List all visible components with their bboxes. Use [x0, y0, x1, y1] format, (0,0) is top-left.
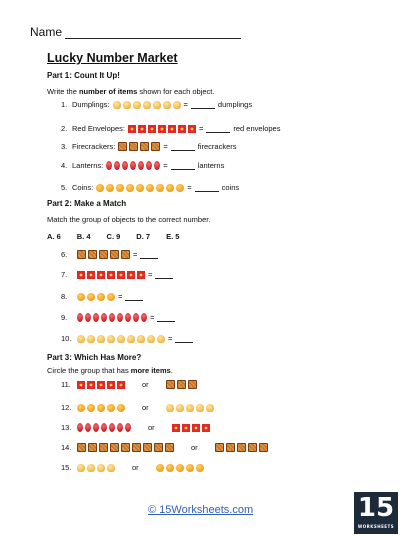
match-row: [61, 250, 161, 259]
answer-blank[interactable]: [171, 162, 195, 170]
envelope-icon: [158, 125, 166, 133]
envelope-icon: [128, 125, 136, 133]
firecracker-icon: [215, 443, 224, 452]
firecracker-group[interactable]: [166, 380, 197, 389]
coin-icon: [166, 184, 174, 192]
coin-icon: [176, 184, 184, 192]
lantern-icon: [101, 313, 107, 322]
dumpling-icon: [186, 404, 194, 412]
count-row: [61, 124, 280, 133]
answer-b: B. 4: [76, 232, 91, 241]
lantern-icon: [101, 423, 107, 432]
item-label: Firecrackers:: [72, 142, 116, 151]
lantern-icon: [109, 313, 115, 322]
answer-a: A. 6: [47, 232, 61, 241]
answer-blank[interactable]: [140, 251, 158, 259]
coin-icon: [196, 464, 204, 472]
match-row: [61, 292, 146, 301]
equals-sign: =: [187, 183, 192, 192]
answer-blank[interactable]: [195, 184, 219, 192]
dumpling-icon: [166, 404, 174, 412]
answer-choices: [47, 232, 179, 241]
dumpling-group: [113, 101, 181, 109]
dumpling-icon: [87, 335, 95, 343]
lantern-group: [77, 313, 147, 322]
envelope-icon: [172, 424, 180, 432]
lantern-icon: [138, 161, 144, 170]
firecracker-icon: [248, 443, 257, 452]
question-number: 1.: [61, 100, 68, 109]
coin-icon: [77, 404, 85, 412]
dumpling-group[interactable]: [77, 464, 115, 472]
lantern-icon: [117, 313, 123, 322]
envelope-icon: [107, 381, 115, 389]
firecracker-icon: [118, 142, 127, 151]
coin-group[interactable]: [156, 464, 204, 472]
coin-icon: [117, 404, 125, 412]
lantern-icon: [130, 161, 136, 170]
coin-icon: [77, 293, 85, 301]
dumpling-icon: [176, 404, 184, 412]
equals-sign: =: [183, 100, 188, 109]
envelope-group: [128, 125, 196, 133]
dumpling-icon: [77, 464, 85, 472]
firecracker-icon: [143, 443, 152, 452]
count-row: [61, 100, 252, 109]
answer-e: E. 5: [166, 232, 180, 241]
question-number: 3.: [61, 142, 68, 151]
firecracker-icon: [177, 380, 186, 389]
coin-group[interactable]: [77, 404, 125, 412]
part2-instruction: Match the group of objects to the correct number.: [47, 215, 211, 224]
dumpling-icon: [97, 464, 105, 472]
answer-blank[interactable]: [171, 143, 195, 151]
envelope-icon: [87, 271, 95, 279]
match-row: [61, 313, 178, 322]
lantern-icon: [125, 313, 131, 322]
coin-icon: [97, 404, 105, 412]
firecracker-icon: [121, 443, 130, 452]
envelope-icon: [168, 125, 176, 133]
coin-icon: [96, 184, 104, 192]
compare-row: [61, 403, 217, 412]
question-number: 12.: [61, 403, 72, 412]
lantern-icon: [154, 161, 160, 170]
dumpling-icon: [107, 464, 115, 472]
firecracker-group[interactable]: [77, 443, 174, 452]
part3-heading: Part 3: Which Has More?: [47, 353, 142, 362]
envelope-icon: [188, 125, 196, 133]
envelope-icon: [107, 271, 115, 279]
firecracker-icon: [140, 142, 149, 151]
equals-sign: =: [198, 124, 204, 133]
compare-row: [61, 380, 200, 389]
dumpling-icon: [173, 101, 181, 109]
dumpling-icon: [157, 335, 165, 343]
part2-heading: Part 2: Make a Match: [47, 199, 127, 208]
lantern-icon: [85, 313, 91, 322]
dumpling-icon: [133, 101, 141, 109]
firecracker-icon: [99, 250, 108, 259]
question-number: 7.: [61, 270, 68, 279]
item-unit: dumplings: [217, 100, 253, 109]
envelope-icon: [137, 271, 145, 279]
answer-blank[interactable]: [175, 335, 193, 343]
dumpling-icon: [163, 101, 171, 109]
item-label: Dumplings:: [72, 100, 110, 109]
coin-icon: [107, 293, 115, 301]
firecracker-icon: [188, 380, 197, 389]
item-label: Lanterns:: [72, 161, 104, 170]
coin-icon: [166, 464, 174, 472]
envelope-group: [77, 271, 145, 279]
answer-blank[interactable]: [191, 101, 215, 109]
dumpling-icon: [147, 335, 155, 343]
question-number: 11.: [61, 380, 71, 389]
equals-sign: =: [163, 142, 168, 151]
count-row: [61, 142, 237, 151]
dumpling-icon: [143, 101, 151, 109]
lantern-group: [106, 161, 160, 170]
or-label: or: [142, 403, 149, 412]
firecracker-icon: [88, 443, 97, 452]
compare-row: [61, 423, 213, 432]
firecracker-icon: [88, 250, 97, 259]
lantern-icon: [117, 423, 123, 432]
worksheet-title: Lucky Number Market: [47, 51, 178, 65]
question-number: 15.: [61, 463, 72, 472]
lantern-icon: [122, 161, 128, 170]
firecracker-icon: [226, 443, 235, 452]
name-field[interactable]: [30, 25, 241, 39]
compare-row: [61, 443, 271, 452]
firecracker-icon: [110, 250, 119, 259]
footer-link[interactable]: © 15Worksheets.com: [148, 504, 254, 516]
dumpling-icon: [137, 335, 145, 343]
coin-icon: [156, 184, 164, 192]
answer-d: D. 7: [136, 232, 151, 241]
firecracker-icon: [166, 380, 175, 389]
lantern-icon: [146, 161, 152, 170]
coin-icon: [87, 293, 95, 301]
firecracker-icon: [237, 443, 246, 452]
or-label: or: [191, 443, 198, 452]
coin-icon: [87, 404, 95, 412]
envelope-icon: [117, 271, 125, 279]
envelope-icon: [77, 271, 85, 279]
answer-blank[interactable]: [157, 314, 175, 322]
envelope-icon: [148, 125, 156, 133]
envelope-icon: [192, 424, 200, 432]
item-unit: firecrackers: [197, 142, 237, 151]
name-label: Name: [30, 25, 63, 39]
lantern-icon: [109, 423, 115, 432]
coin-icon: [176, 464, 184, 472]
answer-blank[interactable]: [125, 293, 143, 301]
envelope-icon: [127, 271, 135, 279]
lantern-icon: [93, 423, 99, 432]
lantern-group[interactable]: [77, 423, 131, 432]
dumpling-icon: [117, 335, 125, 343]
equals-sign: =: [133, 250, 138, 259]
coin-icon: [156, 464, 164, 472]
envelope-group[interactable]: [172, 424, 210, 432]
dumpling-icon: [123, 101, 131, 109]
question-number: 8.: [61, 292, 68, 301]
firecracker-icon: [151, 142, 160, 151]
coin-icon: [136, 184, 144, 192]
compare-row: [61, 463, 207, 472]
coin-group: [77, 293, 115, 301]
item-unit: coins: [221, 183, 240, 192]
dumpling-icon: [107, 335, 115, 343]
coin-icon: [126, 184, 134, 192]
envelope-group[interactable]: [77, 381, 125, 389]
dumpling-icon: [113, 101, 121, 109]
lantern-icon: [106, 161, 112, 170]
dumpling-icon: [196, 404, 204, 412]
count-row: [61, 161, 224, 170]
answer-blank[interactable]: [206, 125, 230, 133]
equals-sign: =: [148, 270, 153, 279]
coin-icon: [116, 184, 124, 192]
item-unit: lanterns: [197, 161, 225, 170]
dumpling-group[interactable]: [166, 404, 214, 412]
firecracker-icon: [129, 142, 138, 151]
envelope-icon: [97, 271, 105, 279]
firecracker-icon: [110, 443, 119, 452]
question-number: 13.: [61, 423, 72, 432]
coin-icon: [146, 184, 154, 192]
equals-sign: =: [118, 292, 123, 301]
or-label: or: [142, 380, 149, 389]
firecracker-group[interactable]: [215, 443, 268, 452]
dumpling-icon: [77, 335, 85, 343]
match-row: [61, 270, 176, 279]
item-label: Red Envelopes:: [72, 124, 125, 133]
part3-instruction: Circle the group that has more items.: [47, 366, 173, 375]
envelope-icon: [202, 424, 210, 432]
coin-icon: [97, 293, 105, 301]
firecracker-group: [118, 142, 160, 151]
lantern-icon: [85, 423, 91, 432]
item-unit: red envelopes: [233, 124, 281, 133]
dumpling-icon: [127, 335, 135, 343]
question-number: 6.: [61, 250, 68, 259]
coin-icon: [186, 464, 194, 472]
question-number: 2.: [61, 124, 68, 133]
part1-instruction: Write the number of items shown for each object.: [47, 87, 215, 96]
lantern-icon: [125, 423, 131, 432]
envelope-icon: [77, 381, 85, 389]
lantern-icon: [133, 313, 139, 322]
firecracker-icon: [259, 443, 268, 452]
firecracker-icon: [99, 443, 108, 452]
question-number: 9.: [61, 313, 68, 322]
coin-icon: [107, 404, 115, 412]
firecracker-group: [77, 250, 130, 259]
dumpling-icon: [87, 464, 95, 472]
firecracker-icon: [77, 443, 86, 452]
count-row: [61, 183, 239, 192]
envelope-icon: [87, 381, 95, 389]
firecracker-icon: [154, 443, 163, 452]
firecracker-icon: [165, 443, 174, 452]
or-label: or: [148, 423, 155, 432]
dumpling-icon: [153, 101, 161, 109]
part1-heading: Part 1: Count It Up!: [47, 71, 120, 80]
worksheets-logo: 15 WORKSHEETS: [354, 492, 398, 534]
question-number: 4.: [61, 161, 68, 170]
answer-c: C. 9: [106, 232, 121, 241]
dumpling-icon: [206, 404, 214, 412]
equals-sign: =: [150, 313, 155, 322]
envelope-icon: [117, 381, 125, 389]
coin-icon: [106, 184, 114, 192]
or-label: or: [132, 463, 139, 472]
firecracker-icon: [132, 443, 141, 452]
lantern-icon: [77, 313, 83, 322]
envelope-icon: [178, 125, 186, 133]
lantern-icon: [77, 423, 83, 432]
firecracker-icon: [77, 250, 86, 259]
lantern-icon: [141, 313, 147, 322]
dumpling-group: [77, 335, 165, 343]
name-line[interactable]: [65, 27, 241, 39]
equals-sign: =: [168, 334, 173, 343]
dumpling-icon: [97, 335, 105, 343]
question-number: 14.: [61, 443, 72, 452]
envelope-icon: [97, 381, 105, 389]
match-row: [61, 334, 196, 343]
answer-blank[interactable]: [155, 271, 173, 279]
envelope-icon: [182, 424, 190, 432]
lantern-icon: [93, 313, 99, 322]
item-label: Coins:: [72, 183, 94, 192]
equals-sign: =: [163, 161, 168, 170]
lantern-icon: [114, 161, 120, 170]
question-number: 10.: [61, 334, 72, 343]
envelope-icon: [138, 125, 146, 133]
coin-group: [96, 184, 184, 192]
question-number: 5.: [61, 183, 68, 192]
firecracker-icon: [121, 250, 130, 259]
